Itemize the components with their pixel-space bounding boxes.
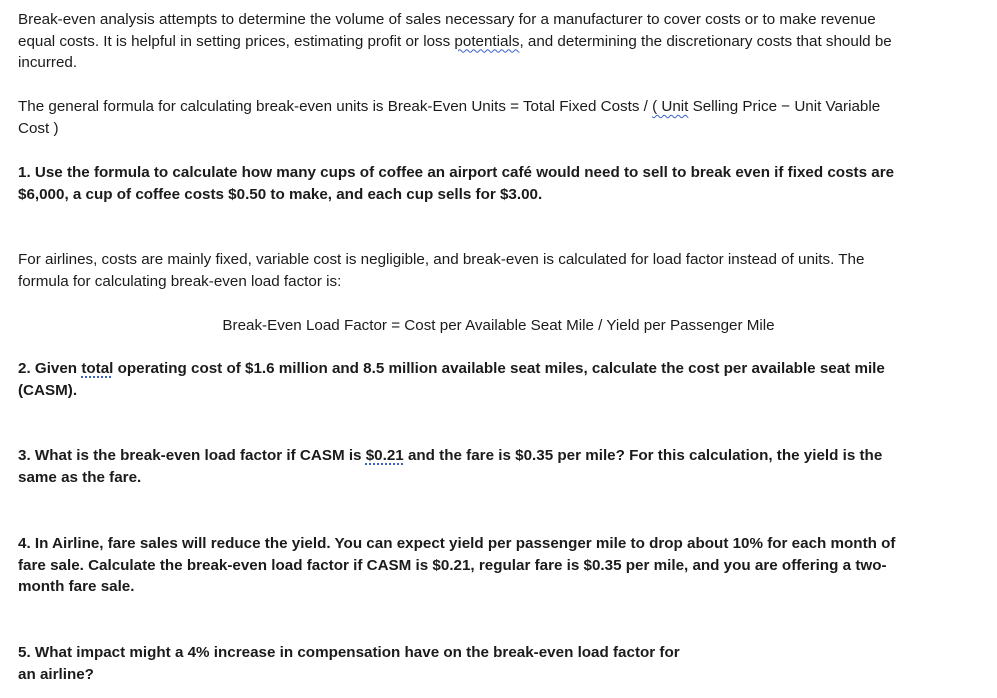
question-4-line-3: month fare sale. xyxy=(18,578,135,596)
grammar-mark-casm-value: $0.21 xyxy=(365,447,404,464)
airlines-line-1: For airlines, costs are mainly fixed, variable cost is negligible, and break-even is calculated for load factor instead of units. The xyxy=(18,251,865,268)
load-factor-formula: Break-Even Load Factor = Cost per Available Seat Mile / Yield per Passenger Mile xyxy=(222,317,775,334)
question-2 xyxy=(18,358,885,401)
formula-paragraph xyxy=(18,96,880,139)
intro-line-2-end: , and determining the discretionary costs that should be xyxy=(519,32,892,50)
question-5-line-2: an airline? xyxy=(18,665,94,683)
intro-line-2: equal costs. It is helpful in setting prices, estimating profit or loss xyxy=(18,32,455,50)
question-2-line-1-end: operating cost of $1.6 million and 8.5 million available seat miles, calculate the cost per available seat mile xyxy=(113,360,885,377)
question-3-line-1-start: 3. What is the break-even load factor if CASM is xyxy=(18,447,366,464)
intro-paragraph xyxy=(18,9,892,74)
airlines-line-2: formula for calculating break-even load factor is: xyxy=(18,272,342,290)
question-1 xyxy=(18,162,894,205)
formula-line-2: Cost ) xyxy=(18,119,59,137)
question-2-line-1-start: 2. Given xyxy=(18,360,82,377)
intro-line-1: Break-even analysis attempts to determine the volume of sales necessary for a manufacturer to cover costs or to make revenue xyxy=(18,11,876,28)
question-4 xyxy=(18,533,895,598)
question-4-line-2: fare sale. Calculate the break-even load factor if CASM is $0.21, regular fare is $0.35 per mile, and you are offering a two- xyxy=(18,556,887,574)
formula-line-1-end: Selling Price − Unit Variable xyxy=(688,98,881,115)
grammar-mark-total: total xyxy=(81,360,114,377)
question-5 xyxy=(18,642,680,685)
spellcheck-mark-unit: ( Unit xyxy=(652,98,689,115)
question-3-line-2: same as the fare. xyxy=(18,468,142,486)
question-4-line-1: 4. In Airline, fare sales will reduce the yield. You can expect yield per passenger mile to drop about 10% for each month of xyxy=(18,535,896,552)
spellcheck-mark-potentials: potentials xyxy=(454,32,520,50)
question-3 xyxy=(18,445,882,488)
question-1-line-2: $6,000, a cup of coffee costs $0.50 to make, and each cup sells for $3.00. xyxy=(18,185,543,203)
question-1-line-1: 1. Use the formula to calculate how many cups of coffee an airport café would need to sell to break even if fixed costs are xyxy=(18,164,895,181)
question-3-line-1-end: and the fare is $0.35 per mile? For this calculation, the yield is the xyxy=(403,447,883,464)
question-2-line-2: (CASM). xyxy=(18,381,78,399)
formula-line-1: The general formula for calculating break-even units is Break-Even Units = Total Fixed Costs / xyxy=(18,98,653,115)
airlines-paragraph xyxy=(18,249,864,292)
question-5-line-1: 5. What impact might a 4% increase in compensation have on the break-even load factor for xyxy=(18,644,680,661)
intro-line-3: incurred. xyxy=(18,54,78,72)
